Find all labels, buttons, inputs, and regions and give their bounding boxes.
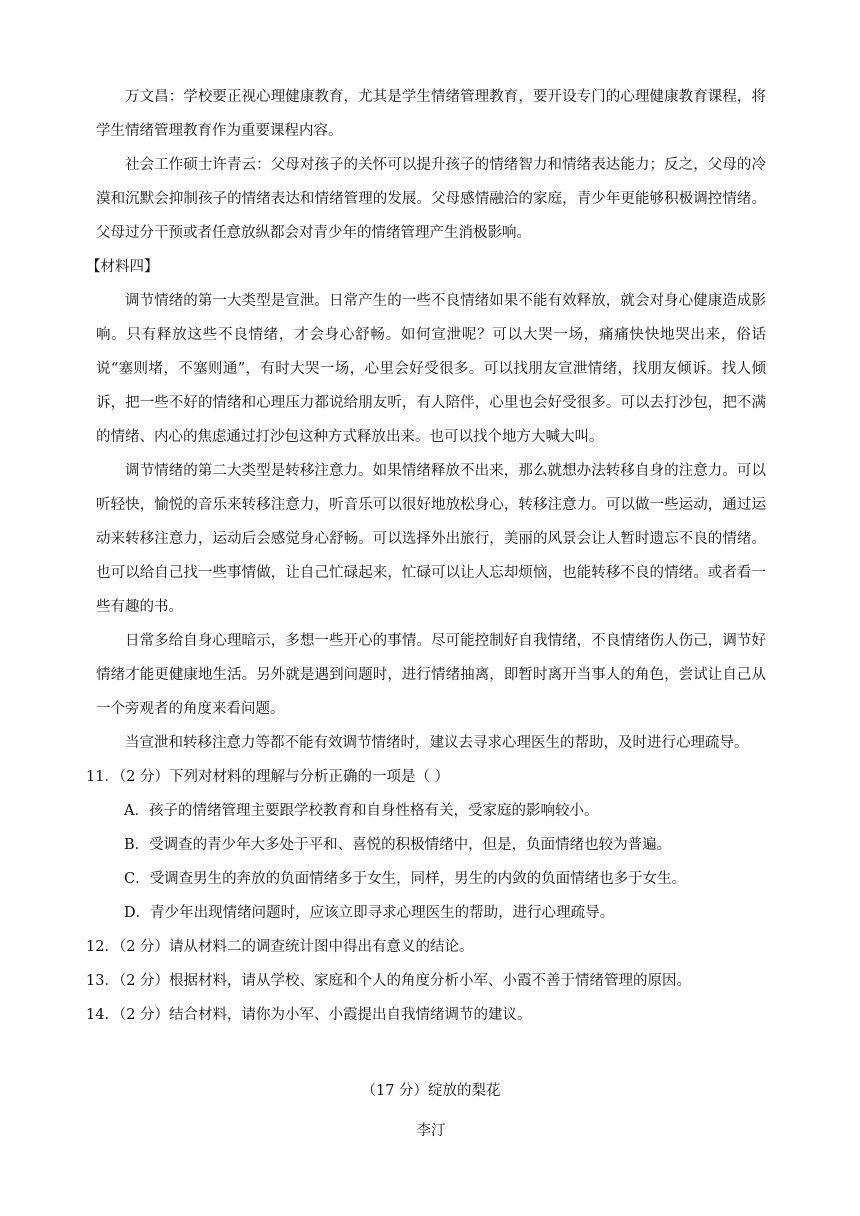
question-14: 14．（2 分）结合材料，请你为小军、小霞提出自我情绪调节的建议。 (86, 1007, 532, 1023)
question-11-option-d: D．青少年出现情绪问题时，应该立即寻求心理医生的帮助，进行心理疏导。 (124, 905, 615, 921)
question-11-option-a: A．孩子的情绪管理主要跟学校教育和自身性格有关，受家庭的影响较小。 (124, 803, 599, 819)
paragraph-self-suggestion: 日常多给自身心理暗示，多想一些开心的事情。尽可能控制好自我情绪，不良情绪伤人伤己，调节好情绪才能更健康地生活。另外就是遇到问题时，进行情绪抽离，即暂时离开当事人的角色，尝试让自己从一个旁观者的角度来看问题。 (96, 633, 766, 717)
paragraph-counseling: 当宣泄和转移注意力等都不能有效调节情绪时，建议去寻求心理医生的帮助，及时进行心理疏导。 (125, 735, 749, 751)
paragraph-xu-qingyun: 社会工作硕士许青云：父母对孩子的关怀可以提升孩子的情绪智力和情绪表达能力；反之，父母的冷漠和沉默会抑制孩子的情绪表达和情绪管理的发展。父母感情融洽的家庭，青少年更能够积极调控情绪。父母过分干预或者任意放纵都会对青少年的情绪管理产生消极影响。 (96, 157, 766, 241)
question-13: 13．（2 分）根据材料，请从学校、家庭和个人的角度分析小军、小霞不善于情绪管理的原因。 (86, 973, 692, 989)
section-title: （17 分）绽放的梨花 (361, 1083, 501, 1099)
question-12: 12．（2 分）请从材料二的调查统计图中得出有意义的结论。 (86, 939, 474, 955)
section-gap (96, 1032, 766, 1066)
paragraph-distraction: 调节情绪的第二大类型是转移注意力。如果情绪释放不出来，那么就想办法转移自身的注意力。可以听轻快，愉悦的音乐来转移注意力，听音乐可以很好地放松身心，转移注意力。可以做一些运动，通过运动来转移注意力，运动后会感觉身心舒畅。可以选择外出旅行，美丽的风景会让人暂时遗忘不良的情绪。也可以给自己找一些事情做，让自己忙碌起来，忙碌可以让人忘却烦恼，也能转移不良的情绪。或者看一些有趣的书。 (96, 463, 766, 615)
question-11-option-c: C．受调查男生的奔放的负面情绪多于女生，同样，男生的内敛的负面情绪也多于女生。 (124, 871, 687, 887)
question-11-option-b: B．受调查的青少年大多处于平和、喜悦的积极情绪中，但是，负面情绪也较为普遍。 (124, 837, 672, 853)
paragraph-venting: 调节情绪的第一大类型是宣泄。日常产生的一些不良情绪如果不能有效释放，就会对身心健康造成影响。只有释放这些不良情绪，才会身心舒畅。如何宣泄呢？可以大哭一场，痛痛快快地哭出来，俗话说“塞则堵，不塞则通”，有时大哭一场，心里会好受很多。可以找朋友宣泄情绪，找朋友倾诉。找人倾诉，把一些不好的情绪和心理压力都说给朋友听，有人陪伴，心里也会好受很多。可以去打沙包，把不满的情绪、内心的焦虑通过打沙包这种方式释放出来。也可以找个地方大喊大叫。 (96, 293, 766, 445)
document-content (86, 80, 766, 1148)
question-11: 11．（2 分）下列对材料的理解与分析正确的一项是（ ） (86, 769, 450, 785)
section-author: 李汀 (416, 1123, 446, 1139)
paragraph-wan-wenchang: 万文昌：学校要正视心理健康教育，尤其是学生情绪管理教育，要开设专门的心理健康教育课程，将学生情绪管理教育作为重要课程内容。 (96, 89, 766, 139)
material-four-heading: 【材料四】 (86, 259, 159, 275)
